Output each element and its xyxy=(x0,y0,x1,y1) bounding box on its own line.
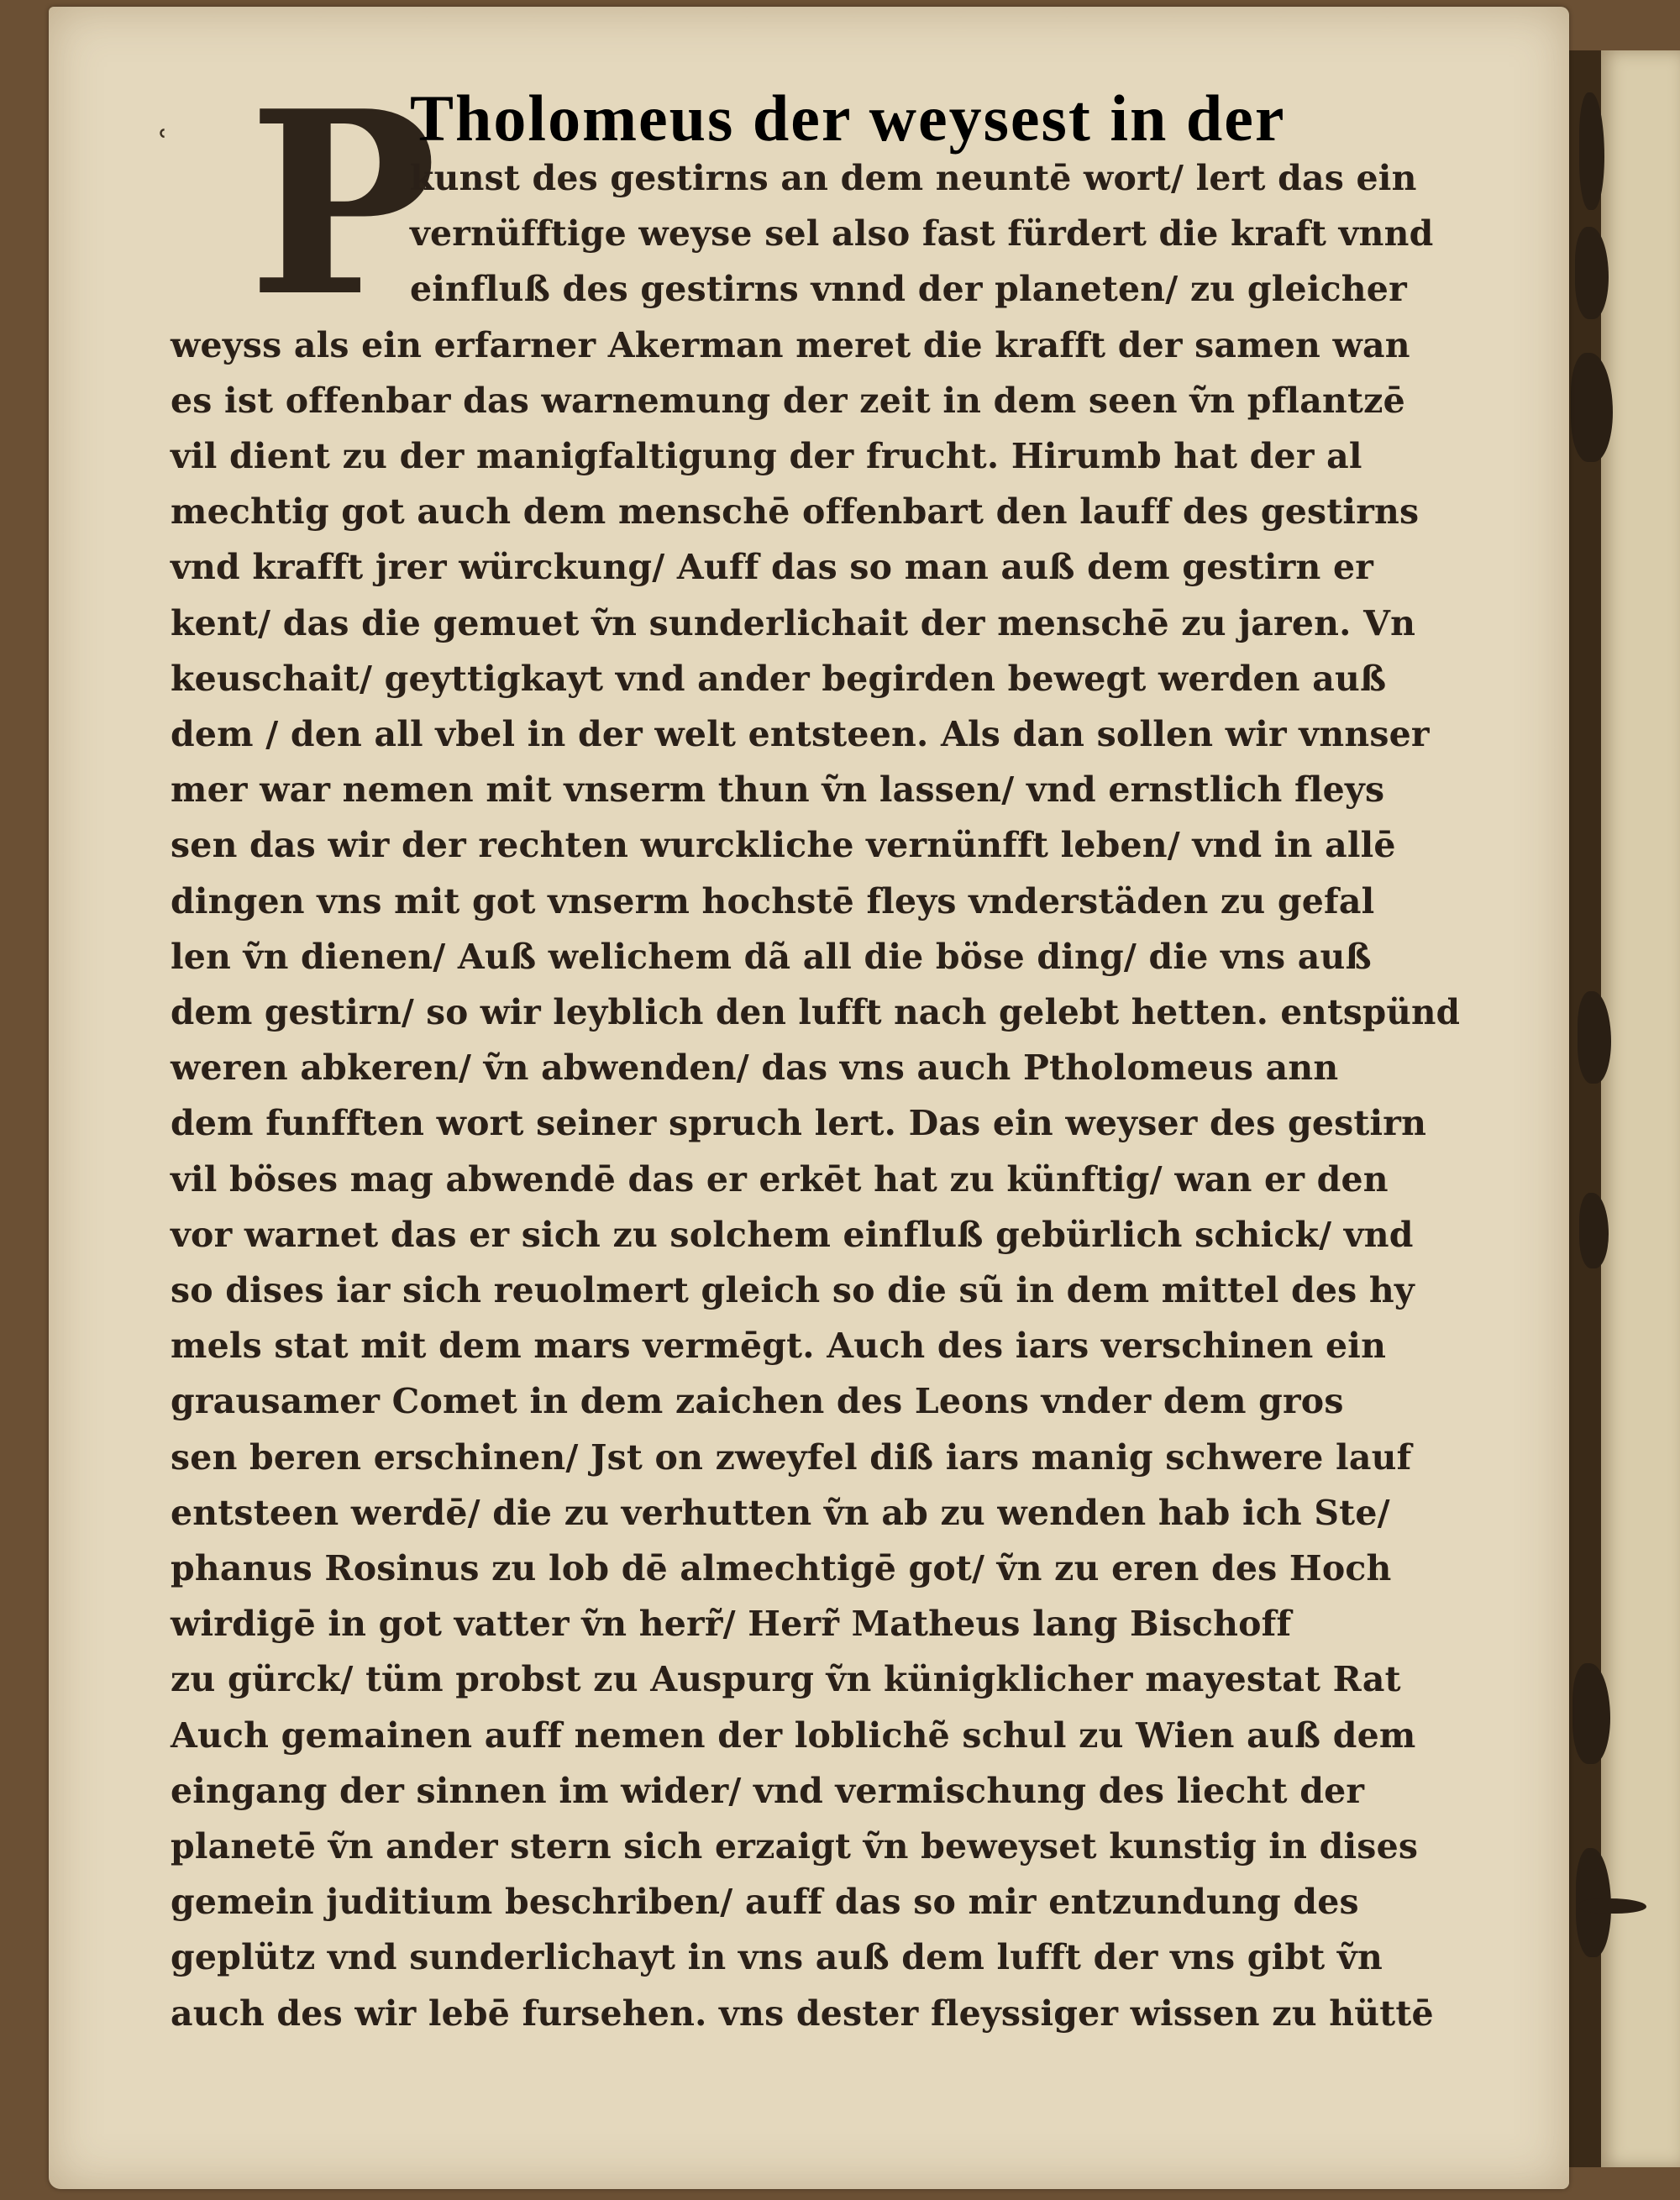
text-line: keuschait/ geyttigkayt vnd ander begirden bewegt werden auß xyxy=(171,658,1387,699)
text-line: so dises iar sich reuolmert gleich so die sũ in dem mittel des hy xyxy=(171,1270,1415,1310)
torn-edge-mark xyxy=(1579,1898,1646,1914)
text-line: zu gürck/ tüm probst zu Auspurg ṽn künigklicher mayestat Rat xyxy=(171,1659,1401,1700)
text-line: vor warnet das er sich zu solchem einfluß gebürlich schick/ vnd xyxy=(171,1214,1414,1255)
text-line: entsteen werdē/ die zu verhutten ṽn ab zu wenden hab ich Ste/ xyxy=(171,1492,1390,1533)
text-line: mer war nemen mit vnserm thun ṽn lassen/ vnd ernstlich fleys xyxy=(171,769,1385,811)
text-line: kent/ das die gemuet ṽn sunderlichait der menschē zu jaren. Vn xyxy=(171,602,1416,643)
text-line: dem funfften wort seiner spruch lert. Das ein weyser des gestirn xyxy=(171,1103,1427,1144)
text-line: sen das wir der rechten wurckliche vernünfft leben/ vnd in allē xyxy=(171,825,1396,866)
text-line: grausamer Comet in dem zaichen des Leons vnder dem gros xyxy=(171,1381,1344,1422)
text-line: eingang der sinnen im wider/ vnd vermischung des liecht der xyxy=(171,1770,1365,1811)
text-line: vernüfftige weyse sel also fast fürdert die kraft vnnd xyxy=(410,213,1434,255)
text-line: weren abkeren/ ṽn abwenden/ das vns auch Ptholomeus ann xyxy=(171,1047,1339,1089)
decorated-initial-letter: P xyxy=(248,55,438,352)
text-line: dem / den all vbel in der welt entsteen. Als dan sollen wir vnnser xyxy=(171,714,1430,754)
margin-mark: ʿ xyxy=(158,124,169,163)
text-line: es ist offenbar das warnemung der zeit in dem seen ṽn pflantzē xyxy=(171,380,1405,421)
document-page xyxy=(49,7,1569,2189)
text-line: len ṽn dienen/ Auß welichem dã all die böse ding/ die vns auß xyxy=(171,936,1372,977)
text-line: vil böses mag abwendē das er erkēt hat zu künftig/ wan er den xyxy=(171,1158,1389,1200)
text-line: geplütz vnd sunderlichayt in vns auß dem lufft der vns gibt ṽn xyxy=(171,1937,1383,1978)
text-line: Auch gemainen auff nemen der loblichẽ schul zu Wien auß dem xyxy=(171,1714,1416,1756)
text-line: sen beren erschinen/ Jst on zweyfel diß iars manig schwere lauf xyxy=(171,1436,1412,1478)
text-line: kunst des gestirns an dem neuntē wort/ lert das ein xyxy=(410,158,1417,198)
text-line: einfluß des gestirns vnnd der planeten/ zu gleicher xyxy=(410,269,1407,310)
text-line: auch des wir lebē fursehen. vns dester fleyssiger wissen zu hüttē xyxy=(171,1993,1434,2034)
text-line: wirdigē in got vatter ṽn herr̃/ Herr̃ Matheus lang Bischoff xyxy=(171,1604,1292,1645)
text-line: vil dient zu der manigfaltigung der frucht. Hirumb hat der al xyxy=(171,436,1362,476)
page-headline: Tholomeus der weysest in der xyxy=(410,81,1286,155)
text-line: vnd krafft jrer würckung/ Auff das so man auß dem gestirn er xyxy=(171,547,1374,588)
text-line: dem gestirn/ so wir leyblich den lufft nach gelebt hetten. entspünd xyxy=(171,992,1461,1032)
text-line: mechtig got auch dem menschē offenbart den lauff des gestirns xyxy=(171,491,1420,533)
text-line: planetē ṽn ander stern sich erzaigt ṽn beweyset kunstig in dises xyxy=(171,1826,1419,1867)
text-line: gemein juditium beschriben/ auff das so mir entzundung des xyxy=(171,1882,1359,1923)
text-line: mels stat mit dem mars vermēgt. Auch des iars verschinen ein xyxy=(171,1326,1387,1367)
text-line: weyss als ein erfarner Akerman meret die krafft der samen wan xyxy=(171,324,1410,365)
facing-page-edge xyxy=(1601,50,1680,2167)
text-line: phanus Rosinus zu lob dē almechtigē got/ ṽn zu eren des Hoch xyxy=(171,1548,1392,1588)
text-line: dingen vns mit got vnserm hochstē fleys vnderstäden zu gefal xyxy=(171,880,1375,921)
